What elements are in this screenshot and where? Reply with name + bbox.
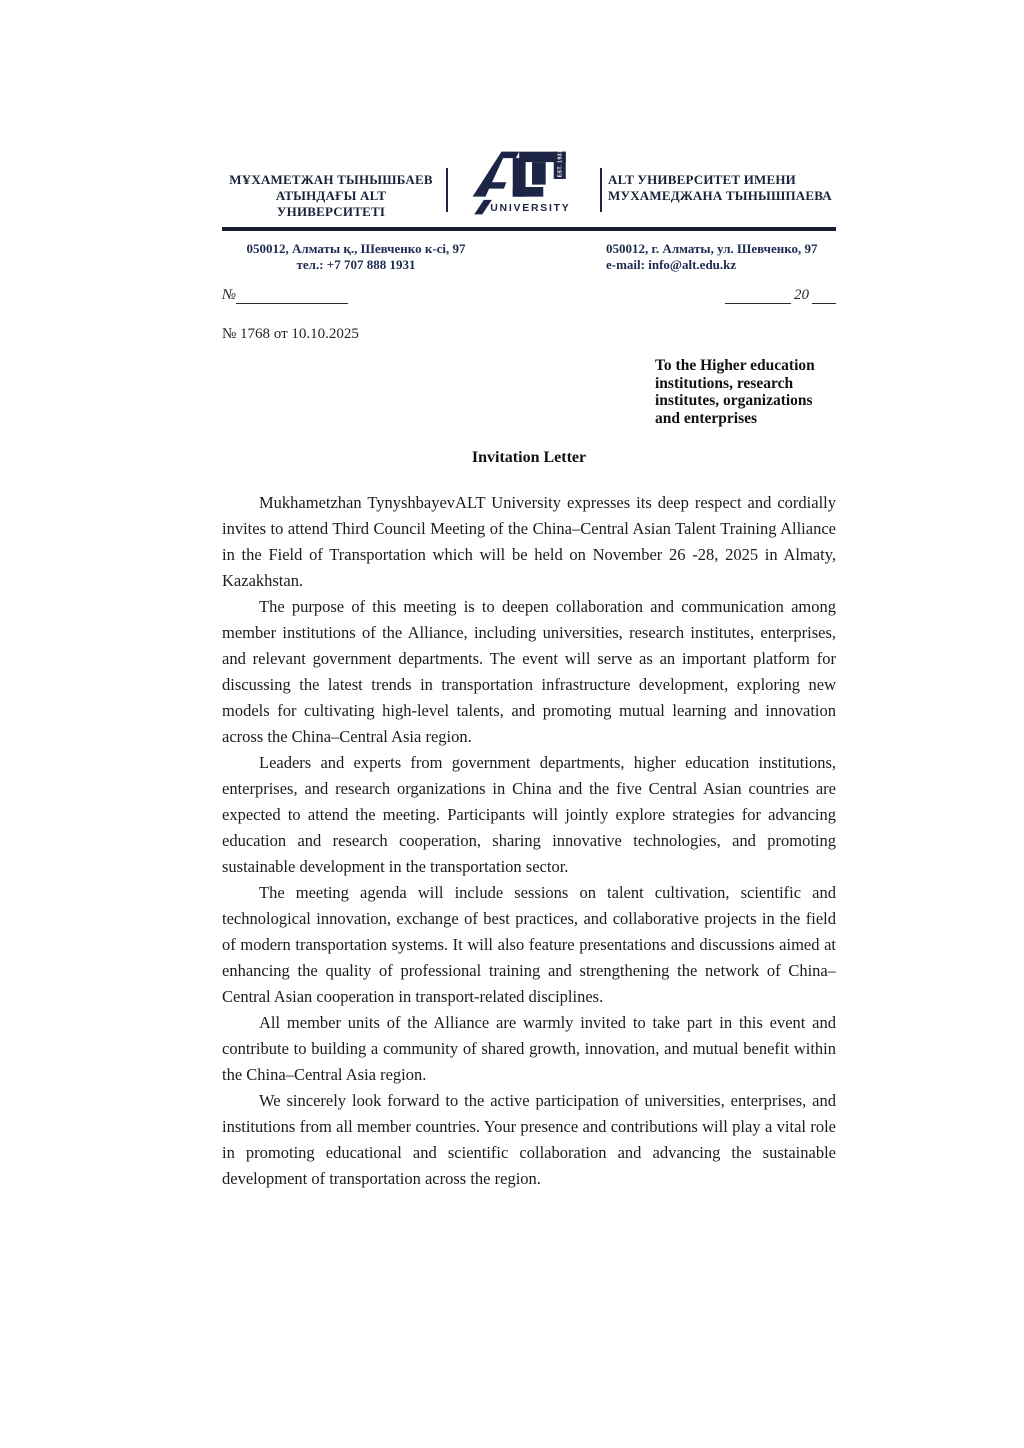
body-paragraph: The meeting agenda will include sessions on talent cultivation, scientific and technological innovation, exchange of best practices, and collaborative projects in the field of modern transportation systems. It will also feature presentations and discussions aimed at enhancing the quality of professional training and strengthening the network of China–Central Asian cooperation in transport-related disciplines.	[222, 883, 836, 1006]
body-paragraph: Leaders and experts from government departments, higher education institutions, enterprises, and research organizations in China and the five Central Asian countries are expected to attend the meeting. Participants will jointly explore strategies for advancing education and research cooperation, sharing innovative technologies, and promoting sustainable development in the transportation sector.	[222, 753, 836, 876]
letterhead-divider-left	[446, 168, 448, 212]
letterhead-divider-right	[600, 168, 602, 212]
svg-text:EST. 1931: EST. 1931	[557, 150, 564, 178]
reference-blanks-row	[222, 287, 836, 304]
address-kazakh	[222, 241, 472, 273]
recipient-line: institutes, organizations	[655, 392, 813, 409]
letterhead-rule	[222, 227, 836, 231]
svg-text:UNIVERSITY: UNIVERSITY	[490, 203, 571, 215]
recipient-block	[655, 357, 833, 427]
letterhead	[222, 148, 836, 220]
alt-university-logo-icon	[471, 150, 577, 216]
number-underline	[236, 290, 348, 304]
body-paragraph: We sincerely look forward to the active participation of universities, enterprises, and institutions from all member countries. Your presence and contributions will play a vital role in promoting educational and scientific collaboration and advancing the sustainable development of transportation across the region.	[222, 1091, 836, 1188]
org-name-russian	[608, 148, 836, 204]
address-kazakh-phone: тел.: +7 707 888 1931	[296, 257, 416, 272]
body-paragraph: The purpose of this meeting is to deepen collaboration and communication among member institutions of the Alliance, including universities, research institutes, enterprises, and relevant government departments. The event will serve as an important platform for discussing the latest trends in transportation infrastructure development, exploring new models for cultivating high-level talents, and promoting mutual learning and innovation across the China–Central Asia region.	[222, 597, 836, 746]
org-name-russian-line1: ALT УНИВЕРСИТЕТ ИМЕНИ	[608, 172, 796, 187]
org-name-kazakh-line1: МҰХАМЕТЖАН ТЫНЫШБАЕВ	[229, 172, 433, 187]
reference-number-blank	[222, 287, 348, 304]
number-symbol: №	[222, 287, 237, 303]
reference-line: № 1768 от 10.10.2025	[222, 326, 359, 342]
letter-content	[222, 148, 836, 1192]
body-paragraph: All member units of the Alliance are warmly invited to take part in this event and contribute to building a community of shared growth, innovation, and mutual benefit within the China–Central Asia region.	[222, 1013, 836, 1084]
university-logo	[454, 148, 594, 216]
letter-body	[222, 490, 836, 1192]
body-paragraph: Mukhametzhan TynyshbayevALT University expresses its deep respect and cordially invites to attend Third Council Meeting of the China–Central Asian Talent Training Alliance in the Field of Transportation which will be held on November 26 -28, 2025 in Almaty, Kazakhstan.	[222, 493, 836, 590]
addresses	[222, 241, 836, 273]
date-underline	[725, 290, 791, 304]
reference-date-blank	[725, 287, 836, 304]
address-russian-email: e-mail: info@alt.edu.kz	[606, 257, 737, 272]
org-name-kazakh	[222, 148, 440, 220]
org-name-russian-line2: МУХАМЕДЖАНА ТЫНЫШПАЕВА	[608, 188, 832, 203]
org-name-kazakh-line2: АТЫНДАҒЫ ALT УНИВЕРСИТЕТІ	[275, 188, 387, 219]
recipient-line: and enterprises	[655, 409, 758, 427]
recipient-line: To the Higher education	[655, 357, 815, 374]
address-kazakh-line1: 050012, Алматы қ., Шевченко к-сі, 97	[246, 241, 466, 256]
address-russian-line1: 050012, г. Алматы, ул. Шевченко, 97	[606, 241, 818, 256]
year-underline	[812, 290, 836, 304]
address-russian	[606, 241, 836, 273]
document-title: Invitation Letter	[471, 449, 587, 466]
recipient-line: institutions, research	[655, 374, 794, 392]
year-stub: 20	[794, 287, 809, 303]
